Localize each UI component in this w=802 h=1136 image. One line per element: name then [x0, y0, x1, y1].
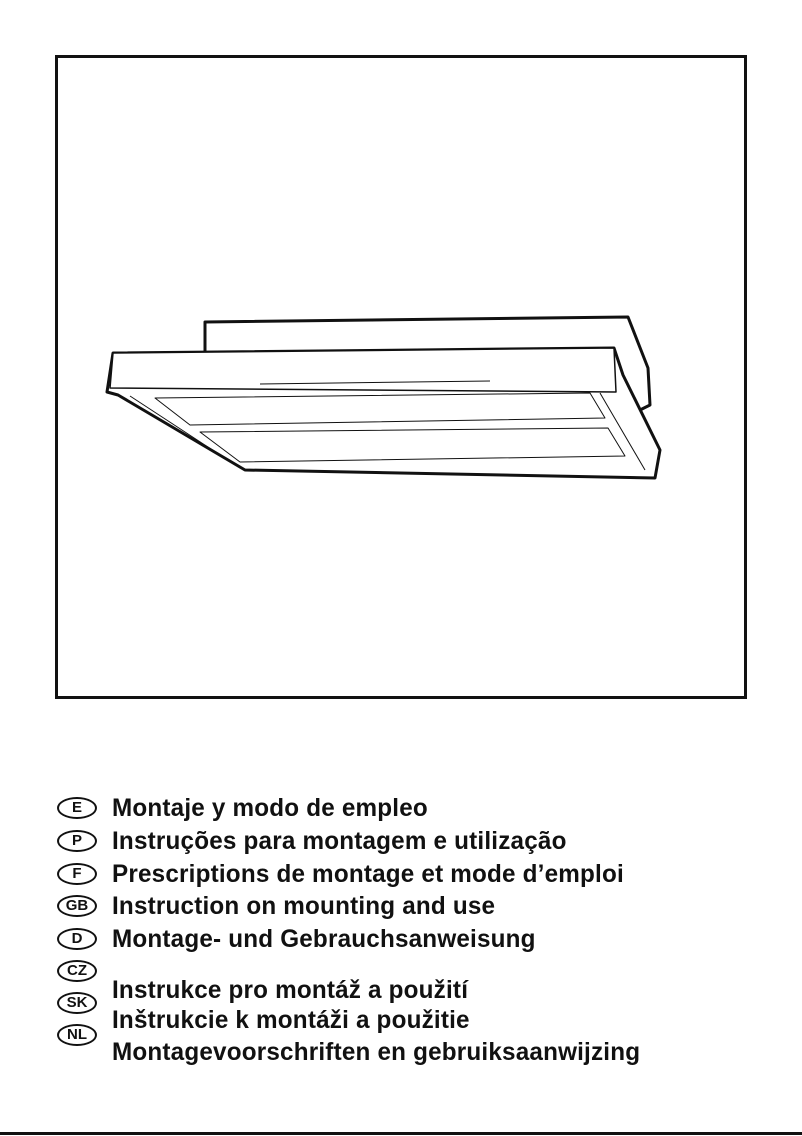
title-es: Montaje y modo de empleo — [112, 794, 428, 822]
hood-front-bar — [110, 348, 616, 392]
title-nl: Montagevoorschriften en gebruiksaanwijzing — [112, 1038, 641, 1066]
title-pt: Instruções para montagem e utilização — [112, 827, 567, 855]
title-cz: Instrukce pro montáž a použití — [112, 976, 469, 1004]
hood-filter-lower — [200, 428, 625, 462]
title-fr: Prescriptions de montage et mode d’emploi — [112, 860, 624, 888]
title-en: Instruction on mounting and use — [112, 892, 496, 920]
title-sk: Inštrukcie k montáži a použitie — [112, 1006, 470, 1034]
language-badge-e: E — [57, 797, 97, 819]
language-badge-gb: GB — [57, 895, 97, 917]
language-badge-f: F — [57, 863, 97, 885]
language-badge-sk: SK — [57, 992, 97, 1014]
language-badge-d: D — [57, 928, 97, 950]
language-badge-p: P — [57, 830, 97, 852]
language-badge-cz: CZ — [57, 960, 97, 982]
title-de: Montage- und Gebrauchsanweisung — [112, 925, 536, 953]
page-bottom-rule — [0, 1132, 802, 1135]
language-badge-nl: NL — [57, 1024, 97, 1046]
